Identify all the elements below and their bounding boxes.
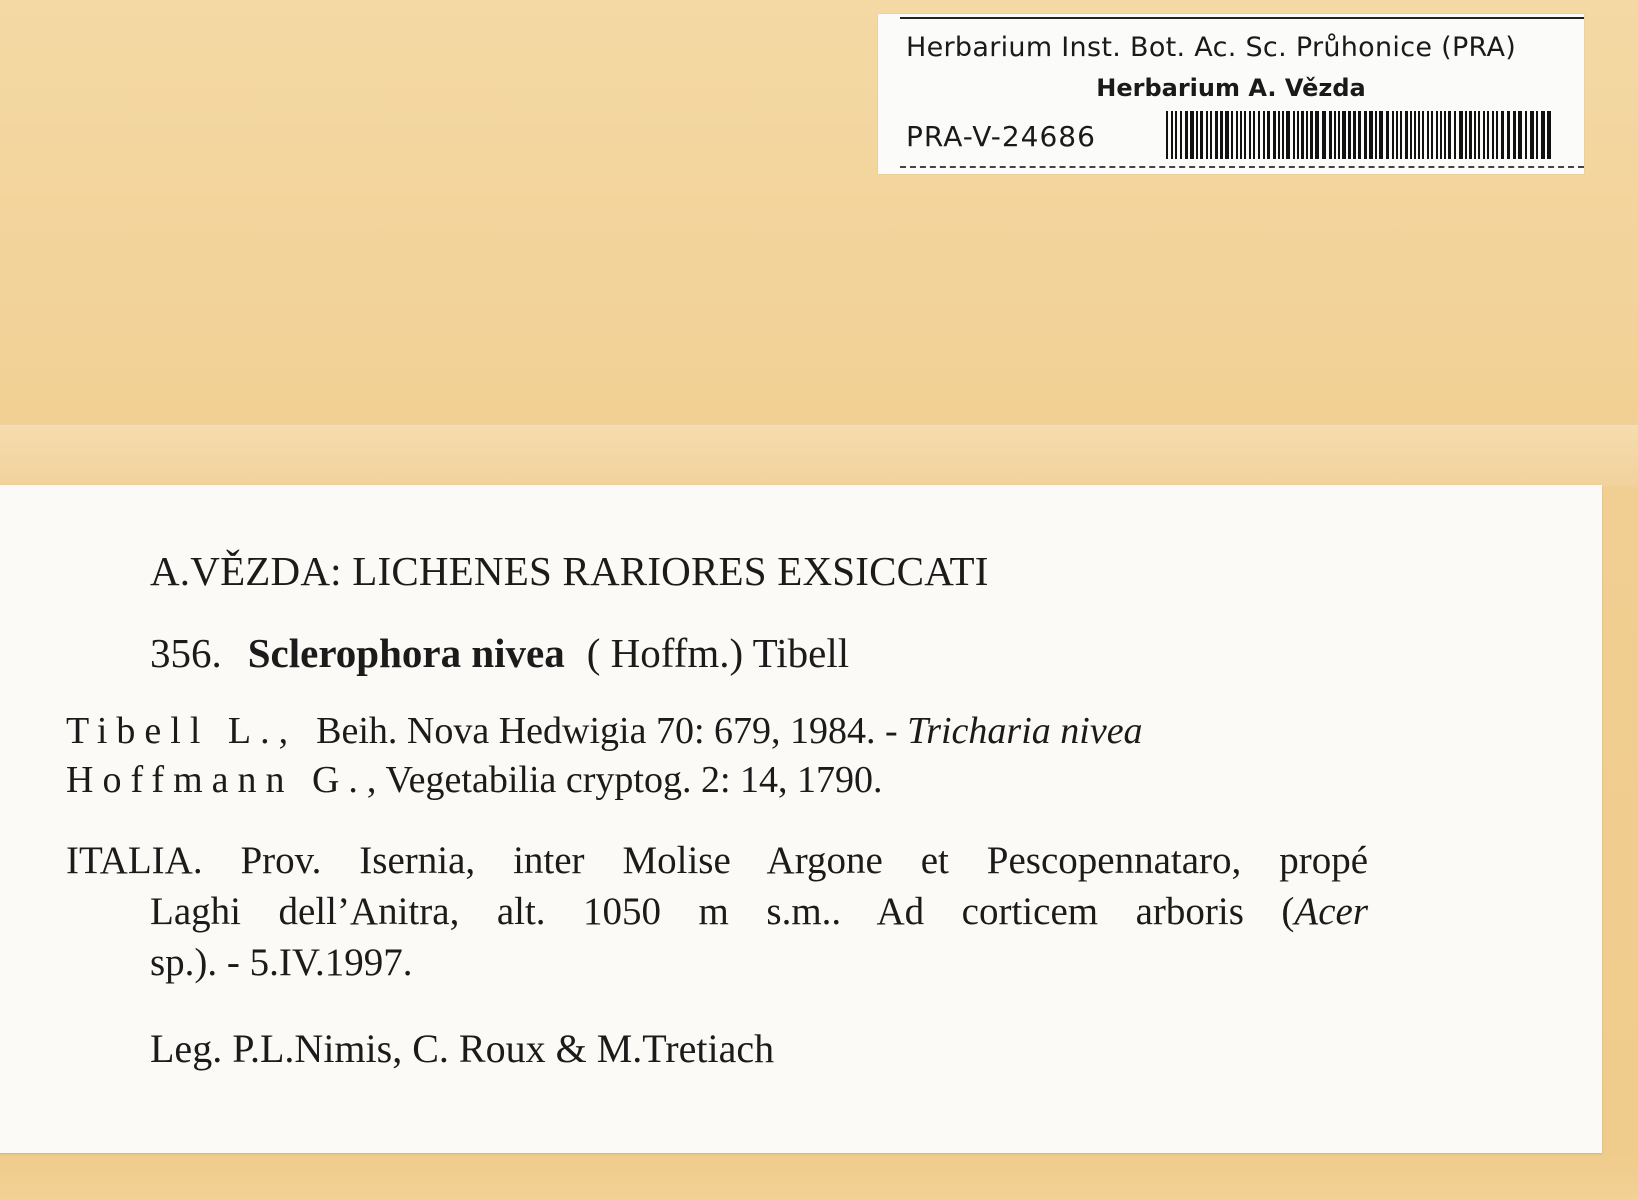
barcode-bar [1414, 111, 1416, 159]
barcode-bar [1364, 111, 1367, 159]
barcode-bar [1392, 111, 1394, 159]
barcode-bar [1273, 111, 1276, 159]
barcode-bar [1166, 111, 1168, 159]
barcode-bar [1215, 111, 1218, 159]
barcode-bar [1329, 111, 1332, 159]
barcode-bar [1375, 111, 1377, 159]
barcode-bar [1496, 111, 1498, 159]
barcode-bar [1225, 111, 1229, 159]
barcode-bar [1536, 111, 1538, 159]
species-authority: ( Hoffm.) Tibell [586, 630, 850, 676]
barcode-bar [1422, 111, 1424, 159]
barcode-bar [1530, 111, 1534, 159]
barcode-bar [1492, 111, 1494, 159]
barcode-bar [1310, 111, 1313, 159]
barcode-bar [1200, 111, 1203, 159]
collectors: Leg. P.L.Nimis, C. Roux & M.Tretiach [150, 1026, 775, 1071]
locality-line-3: sp.). - 5.IV.1997. [150, 941, 413, 984]
barcode-bar [1513, 111, 1516, 159]
reference-citation-1: Beih. Nova Hedwigia 70: 679, 1984. - [316, 710, 908, 752]
barcode-bar [1478, 111, 1480, 159]
barcode-bar [1525, 111, 1527, 159]
barcode-bar [1487, 111, 1489, 159]
barcode-bar [1474, 111, 1476, 159]
barcode-bar [1190, 111, 1194, 159]
barcode-bar [1301, 111, 1304, 159]
barcode-bar [1379, 111, 1383, 159]
barcode-bar [1236, 111, 1238, 159]
barcode-bar [1322, 111, 1326, 159]
barcode-bar [1263, 111, 1265, 159]
barcode-bar [1431, 111, 1433, 159]
barcode-bar [1244, 111, 1246, 159]
reference-author-2: Hoffmann G., [66, 759, 386, 801]
sticker-dashed-rule [900, 166, 1584, 168]
sticker-top-rule [900, 17, 1584, 19]
locality-line-1: ITALIA. Prov. Isernia, inter Molise Argone et Pescopennataro, propé [66, 839, 1368, 882]
barcode-bar [1240, 111, 1242, 159]
barcode-bar [1448, 111, 1451, 159]
exsiccata-label [0, 485, 1602, 1153]
barcode-bar [1297, 111, 1299, 159]
herbarium-sticker [878, 14, 1584, 174]
barcode-bar [1353, 111, 1356, 159]
barcode-bar [1210, 111, 1212, 159]
barcode-bar [1410, 111, 1412, 159]
locality [66, 835, 1368, 988]
barcode-bar [1348, 111, 1351, 159]
barcode-bar [1427, 111, 1429, 159]
barcode-bar [1267, 111, 1270, 159]
barcode-bar [1175, 111, 1177, 159]
locality-line-2-text: Laghi dell’Anitra, alt. 1050 m s.m.. Ad corticem arboris ( [150, 890, 1295, 933]
barcode-bar [1358, 111, 1361, 159]
barcode-bar [1253, 111, 1255, 159]
barcode-bar [1444, 111, 1446, 159]
barcode-bar [1286, 111, 1290, 159]
barcode-bar [1400, 111, 1402, 159]
series-title: A.VĚZDA: LICHENES RARIORES EXSICCATI [150, 548, 989, 594]
institution-name: Herbarium Inst. Bot. Ac. Sc. Průhonice (PRA) [906, 32, 1517, 63]
envelope-flap-edge [0, 424, 1638, 487]
barcode-bar [1306, 111, 1308, 159]
barcode-bar [1220, 111, 1223, 159]
literature-reference [66, 707, 1368, 805]
barcode-bar [1440, 111, 1442, 159]
barcode-bar [1547, 111, 1551, 159]
envelope-bottom-edge [0, 1150, 1638, 1199]
reference-citation-2: Vegetabilia cryptog. 2: 14, 1790. [385, 759, 883, 801]
barcode-bar [1258, 111, 1260, 159]
barcode-bar [1396, 111, 1398, 159]
reference-author-1: Tibell L., [66, 710, 298, 752]
barcode-bar [1338, 111, 1340, 159]
barcode-bar [1518, 111, 1522, 159]
barcode-bar [1278, 111, 1280, 159]
species-name: Sclerophora nivea [247, 630, 565, 676]
barcode-bar [1315, 111, 1319, 159]
barcode-bar [1282, 111, 1284, 159]
barcode-bar [1185, 111, 1188, 159]
barcode-bar [1386, 111, 1389, 159]
barcode-bar [1206, 111, 1208, 159]
barcode-bar [1507, 111, 1510, 159]
barcode-bar [1541, 111, 1545, 159]
barcode-bar [1405, 111, 1408, 159]
barcode-bar [1231, 111, 1233, 159]
taxon-line [150, 629, 849, 677]
host-genus: Acer [1294, 890, 1368, 933]
specimen-code: PRA-V-24686 [906, 120, 1096, 153]
collection-name: Herbarium A. Vězda [1096, 74, 1366, 102]
barcode-bar [1459, 111, 1463, 159]
barcode-bar [1436, 111, 1438, 159]
barcode-bar [1196, 111, 1198, 159]
barcode-bar [1501, 111, 1504, 159]
exsiccata-number: 356. [150, 630, 222, 676]
barcode-bar [1334, 111, 1336, 159]
barcode-bar [1418, 111, 1420, 159]
synonym-name: Tricharia nivea [907, 710, 1143, 752]
barcode-bar [1469, 111, 1472, 159]
barcode-bar [1180, 111, 1182, 159]
locality-line-2 [66, 886, 1368, 937]
barcode-bar [1483, 111, 1485, 159]
barcode-bar [1465, 111, 1467, 159]
barcode-bar [1249, 111, 1251, 159]
barcode-bar [1454, 111, 1456, 159]
barcode-bar [1342, 111, 1346, 159]
barcode-bar [1293, 111, 1295, 159]
barcode [1166, 111, 1556, 159]
barcode-bar [1369, 111, 1373, 159]
barcode-bar [1171, 111, 1173, 159]
